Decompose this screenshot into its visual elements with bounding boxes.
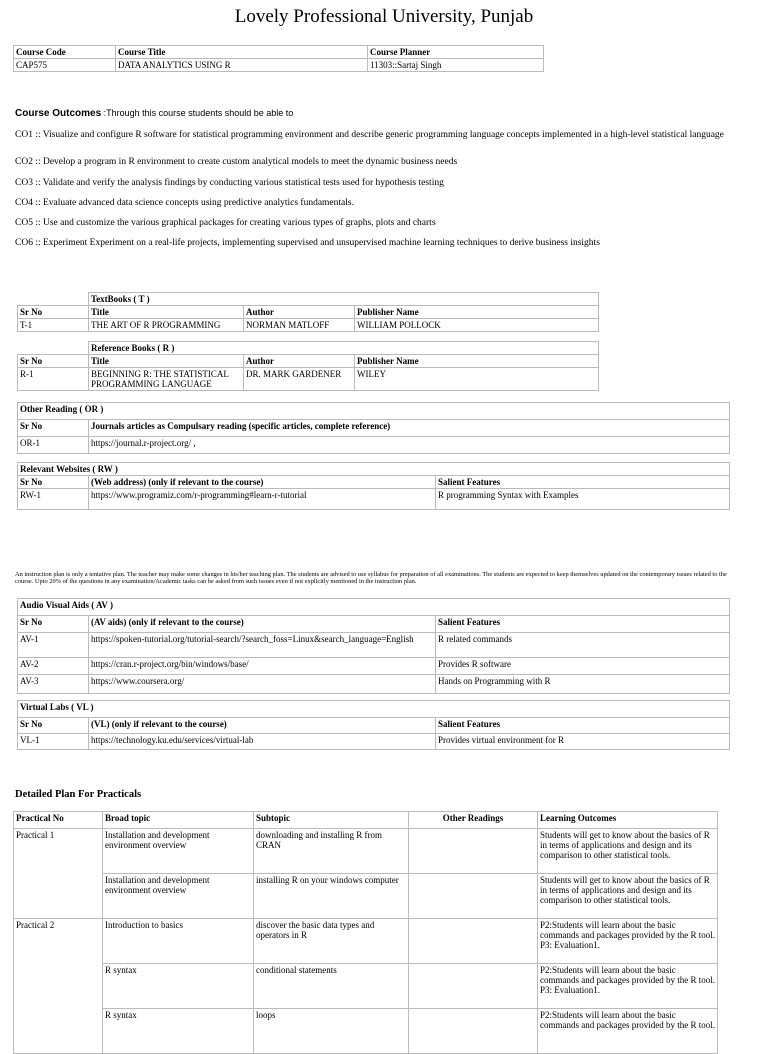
reference-title: BEGINNING R: THE STATISTICAL PROGRAMMING LANGUAGE <box>89 368 244 391</box>
practicals-table <box>13 811 718 1054</box>
other-readings <box>409 874 538 919</box>
website-srno: RW-1 <box>18 489 89 510</box>
other-readings <box>409 964 538 1009</box>
broad-topic: Introduction to basics <box>103 919 254 964</box>
av-row-features: R related commands <box>436 633 730 658</box>
textbooks-srno-header: Sr No <box>18 306 89 319</box>
textbook-author: NORMAN MATLOFF <box>244 319 355 332</box>
course-outcomes-intro: :Through this course students should be able to <box>101 108 294 118</box>
reference-srno-header: Sr No <box>18 355 89 368</box>
learning-outcome: P2:Students will learn about the basic commands and packages provided by the R tool. <box>538 1009 718 1054</box>
course-code-header: Course Code <box>14 46 116 59</box>
av-row-srno: AV-1 <box>18 633 89 658</box>
av-srno-header: Sr No <box>18 616 89 633</box>
av-row-srno: AV-2 <box>18 658 89 675</box>
reference-label: Reference Books ( R ) <box>89 342 599 355</box>
subtopic: discover the basic data types and operators in R <box>254 919 409 964</box>
course-table <box>13 45 544 72</box>
course-code: CAP575 <box>14 59 116 72</box>
subtopic-header: Subtopic <box>254 812 409 829</box>
websites-address-header: (Web address) (only if relevant to the course) <box>89 476 436 489</box>
av-row-link[interactable]: https://www.coursera.org/ <box>89 675 436 694</box>
reference-author-header: Author <box>244 355 355 368</box>
websites-features-header: Salient Features <box>436 476 730 489</box>
websites-label: Relevant Websites ( RW ) <box>18 463 730 476</box>
websites-srno-header: Sr No <box>18 476 89 489</box>
course-title: DATA ANALYTICS USING R <box>116 59 368 72</box>
reference-publisher-header: Publisher Name <box>355 355 599 368</box>
learning-outcome: P2:Students will learn about the basic commands and packages provided by the R tool. P3: Evaluation1. <box>538 919 718 964</box>
other-readings <box>409 829 538 874</box>
av-aids-header: (AV aids) (only if relevant to the course) <box>89 616 436 633</box>
av-row-srno: AV-3 <box>18 675 89 694</box>
av-row-features: Hands on Programming with R <box>436 675 730 694</box>
course-outcomes-label: Course Outcomes <box>15 108 102 119</box>
textbook-title: THE ART OF R PROGRAMMING <box>89 319 244 332</box>
virtual-labs-table <box>17 700 730 750</box>
av-aids-label: Audio Visual Aids ( AV ) <box>18 599 730 616</box>
other-reading-srno: OR-1 <box>18 437 89 454</box>
textbooks-label: TextBooks ( T ) <box>89 293 599 306</box>
vl-features-header: Salient Features <box>436 718 730 734</box>
other-reading-journals-header: Journals articles as Compulsary reading (specific articles, complete reference) <box>89 420 730 437</box>
course-title-header: Course Title <box>116 46 368 59</box>
textbooks-author-header: Author <box>244 306 355 319</box>
av-row-features: Provides R software <box>436 658 730 675</box>
learning-outcomes-header: Learning Outcomes <box>538 812 718 829</box>
textbooks-table <box>17 292 599 332</box>
other-reading-label: Other Reading ( OR ) <box>18 403 730 420</box>
learning-outcome: P2:Students will learn about the basic commands and packages provided by the R tool. P3: Evaluation1. <box>538 964 718 1009</box>
other-reading-table <box>17 402 730 454</box>
practical-number: Practical 1 <box>14 829 103 919</box>
subtopic: conditional statements <box>254 964 409 1009</box>
virtual-labs-label: Virtual Labs ( VL ) <box>18 701 730 718</box>
instruction-plan-note: An instruction plan is only a tentative plan. The teacher may make some changes in his/her teaching plan. The students are advised to use syllabus for preparation of all examinations. The students are expected to keep themselves updated on the contemporary issues related to the course. Upto 20% of the questions in any examination/Academic tasks can be asked from such issues even if not explicitly mentioned in the instruction plan. <box>15 571 727 585</box>
reference-publisher: WILEY <box>355 368 599 391</box>
practical-no-header: Practical No <box>14 812 103 829</box>
broad-topic: R syntax <box>103 1009 254 1054</box>
vl-link[interactable]: https://technology.ku.edu/services/virtual-lab <box>89 734 436 750</box>
textbook-srno: T-1 <box>18 319 89 332</box>
outcome-co1: CO1 :: Visualize and configure R software for statistical programming environment and describe generic programming language concepts implemented in a high-level statistical language <box>15 130 724 140</box>
av-features-header: Salient Features <box>436 616 730 633</box>
reference-author: DR. MARK GARDENER <box>244 368 355 391</box>
vl-srno-header: Sr No <box>18 718 89 734</box>
broad-topic: R syntax <box>103 964 254 1009</box>
website-features: R programming Syntax with Examples <box>436 489 730 510</box>
reference-srno: R-1 <box>18 368 89 391</box>
website-link[interactable]: https://www.programiz.com/r-programming#learn-r-tutorial <box>89 489 436 510</box>
learning-outcome: Students will get to know about the basics of R in terms of applications and design and its comparison to other statistical tools. <box>538 829 718 874</box>
textbooks-title-header: Title <box>89 306 244 319</box>
subtopic: installing R on your windows computer <box>254 874 409 919</box>
broad-topic-header: Broad topic <box>103 812 254 829</box>
textbooks-publisher-header: Publisher Name <box>355 306 599 319</box>
outcome-co6: CO6 :: Experiment Experiment on a real-life projects, implementing supervised and unsupervised machine learning techniques to derive business insights <box>15 238 600 248</box>
other-reading-srno-header: Sr No <box>18 420 89 437</box>
subtopic: downloading and installing R from CRAN <box>254 829 409 874</box>
textbook-publisher: WILLIAM POLLOCK <box>355 319 599 332</box>
learning-outcome: Students will get to know about the basics of R in terms of applications and design and its comparison to other statistical tools. <box>538 874 718 919</box>
course-outcomes-heading <box>15 108 293 119</box>
course-planner: 11303::Sartaj Singh <box>368 59 544 72</box>
other-readings <box>409 1009 538 1054</box>
websites-table <box>17 462 730 510</box>
av-row-link[interactable]: https://cran.r-project.org/bin/windows/base/ <box>89 658 436 675</box>
outcome-co4: CO4 :: Evaluate advanced data science concepts using predictive analytics fundamentals. <box>15 198 354 208</box>
other-readings <box>409 919 538 964</box>
other-reading-link[interactable]: https://journal.r-project.org/ , <box>89 437 730 454</box>
outcome-co5: CO5 :: Use and customize the various graphical packages for creating various types of graphs, plots and charts <box>15 218 436 228</box>
vl-features: Provides virtual environment for R <box>436 734 730 750</box>
other-readings-header: Other Readings <box>409 812 538 829</box>
page-title: Lovely Professional University, Punjab <box>234 6 534 27</box>
practicals-heading: Detailed Plan For Practicals <box>15 789 142 800</box>
subtopic: loops <box>254 1009 409 1054</box>
av-aids-table <box>17 598 730 694</box>
outcome-co2: CO2 :: Develop a program in R environment to create custom analytical models to meet the dynamic business needs <box>15 157 458 167</box>
vl-srno: VL-1 <box>18 734 89 750</box>
broad-topic: Installation and development environment overview <box>103 874 254 919</box>
broad-topic: Installation and development environment overview <box>103 829 254 874</box>
practical-number: Practical 2 <box>14 919 103 1054</box>
reference-books-table <box>17 341 599 391</box>
course-planner-header: Course Planner <box>368 46 544 59</box>
outcome-co3: CO3 :: Validate and verify the analysis findings by conducting various statistical tests used for hypothesis testing <box>15 178 444 188</box>
reference-title-header: Title <box>89 355 244 368</box>
av-row-link[interactable]: https://spoken-tutorial.org/tutorial-search/?search_foss=Linux&search_language=English <box>89 633 436 658</box>
vl-header: (VL) (only if relevant to the course) <box>89 718 436 734</box>
